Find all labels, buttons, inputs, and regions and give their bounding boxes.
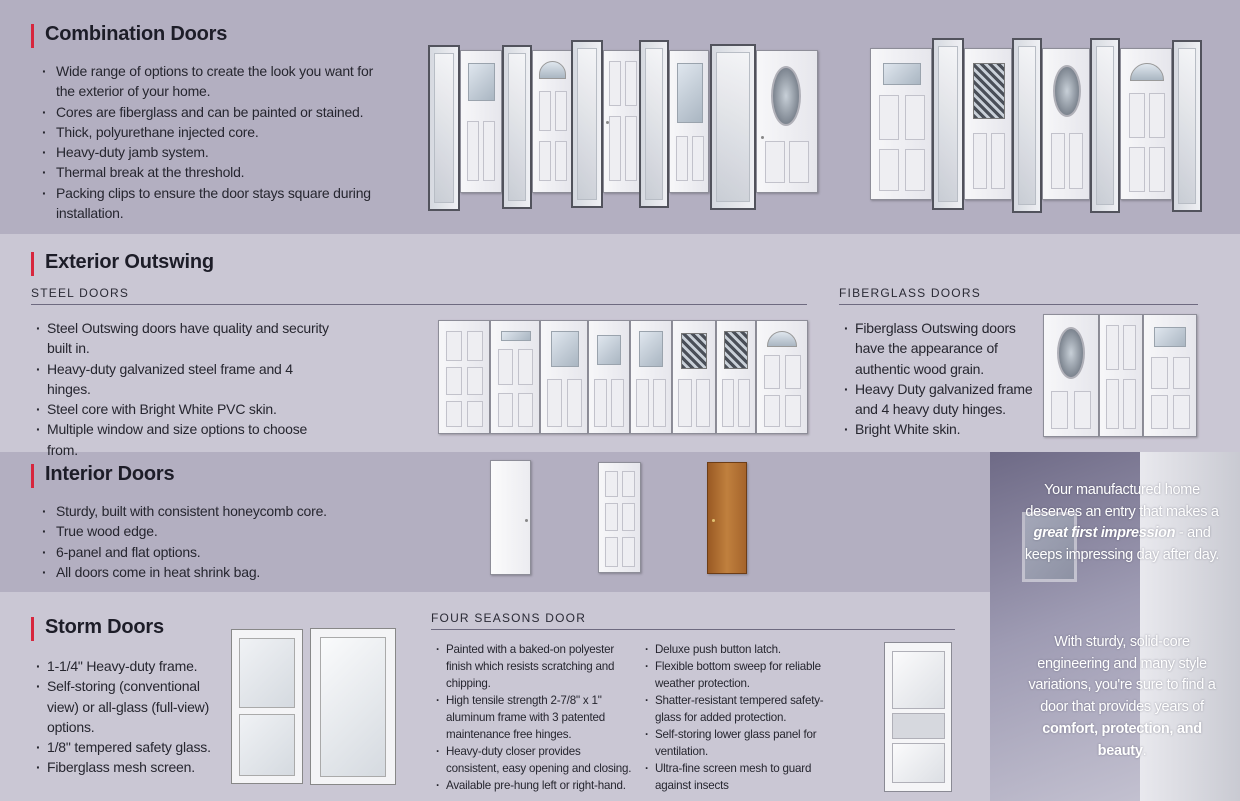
list-item: · High tensile strength 2-7/8" x 1" aluminum frame with 3 patented maintenance free hinges. <box>436 692 636 743</box>
four-seasons-features-col1 <box>436 641 636 794</box>
storm-doors-features <box>36 656 216 778</box>
storm-doors-title: Storm Doors <box>31 616 164 639</box>
promo-paragraph-1: Your manufactured home deserves an entry that makes a great first impression - and keeps impressing day after day. <box>1024 482 1220 564</box>
list-item: · Multiple window and size options to choose from. <box>36 419 336 460</box>
list-item: · Cores are fiberglass and can be painted or stained. <box>40 102 390 122</box>
promo-paragraph-2: With sturdy, solid-core engineering and many style variations, you're sure to find a door that provides years of comfort, protection, and beauty. <box>1028 634 1216 759</box>
combination-doors-title: Combination Doors <box>31 23 227 46</box>
four-seasons-features-col2 <box>645 641 831 794</box>
list-item: · Heavy-duty closer provides consistent, easy opening and closing. <box>436 743 636 777</box>
list-item: · Steel core with Bright White PVC skin. <box>36 399 336 419</box>
list-item: · Ultra-fine screen mesh to guard against insects <box>645 760 831 794</box>
list-item: · Sturdy, built with consistent honeycomb core. <box>40 501 400 521</box>
interior-doors-features <box>40 501 400 582</box>
steel-doors-heading: STEEL DOORS <box>31 286 807 305</box>
list-item: · 1-1/4" Heavy-duty frame. <box>36 656 216 676</box>
list-item: · Steel Outswing doors have quality and security built in. <box>36 318 336 359</box>
combination-doors-features <box>40 61 390 223</box>
list-item: · Thick, polyurethane injected core. <box>40 122 390 142</box>
list-item: · Packing clips to ensure the door stays square during installation. <box>40 183 390 224</box>
list-item: · Thermal break at the threshold. <box>40 162 390 182</box>
list-item: · Painted with a baked-on polyester finish which resists scratching and chipping. <box>436 641 636 692</box>
interior-doors-title: Interior Doors <box>31 463 174 486</box>
list-item: · Heavy Duty galvanized frame and 4 heavy duty hinges. <box>844 379 1034 420</box>
four-seasons-door-heading: FOUR SEASONS DOOR <box>431 611 955 630</box>
list-item: · True wood edge. <box>40 521 400 541</box>
list-item: · Fiberglass mesh screen. <box>36 757 216 777</box>
list-item: · Heavy-duty galvanized steel frame and 4 hinges. <box>36 359 336 400</box>
list-item: · 6-panel and flat options. <box>40 542 400 562</box>
list-item: · Self-storing lower glass panel for ventilation. <box>645 726 831 760</box>
list-item: · Self-storing (conventional view) or all-glass (full-view) options. <box>36 676 216 737</box>
promo-panel <box>990 452 1240 801</box>
list-item: · Heavy-duty jamb system. <box>40 142 390 162</box>
list-item: · 1/8" tempered safety glass. <box>36 737 216 757</box>
list-item: · Fiberglass Outswing doors have the appearance of authentic wood grain. <box>844 318 1034 379</box>
exterior-outswing-title: Exterior Outswing <box>31 251 214 274</box>
fiberglass-doors-features <box>844 318 1034 440</box>
four-seasons-door-image <box>884 642 952 792</box>
list-item: · Available pre-hung left or right-hand. <box>436 777 636 794</box>
steel-doors-features <box>36 318 336 460</box>
fiberglass-doors-heading: FIBERGLASS DOORS <box>839 286 1198 305</box>
list-item: · Bright White skin. <box>844 419 1034 439</box>
list-item: · Wide range of options to create the look you want for the exterior of your home. <box>40 61 390 102</box>
list-item: · Flexible bottom sweep for reliable weather protection. <box>645 658 831 692</box>
list-item: · All doors come in heat shrink bag. <box>40 562 400 582</box>
list-item: · Shatter-resistant tempered safety-glass for added protection. <box>645 692 831 726</box>
list-item: · Deluxe push button latch. <box>645 641 831 658</box>
